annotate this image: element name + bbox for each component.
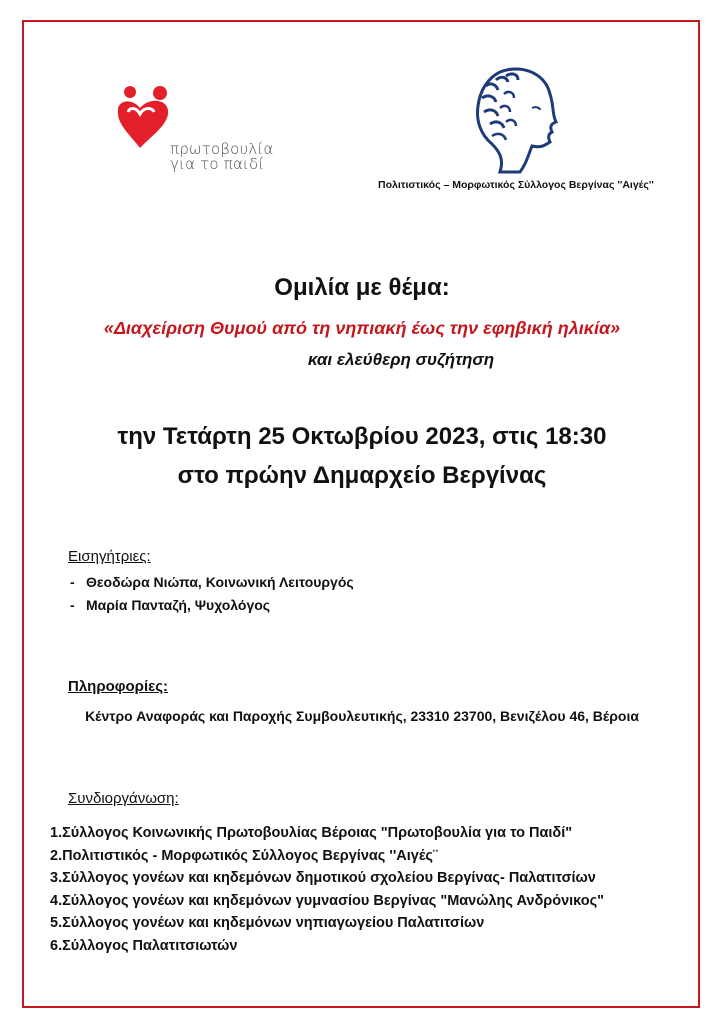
protovoulia-logo-text	[170, 142, 274, 172]
aiges-caption: Πολιτιστικός – Μορφωτικός Σύλλογος Βεργίνας ''Αιγές''	[378, 179, 654, 191]
speakers-heading: Εισηγήτριες:	[68, 548, 151, 565]
event-subtitle: «Διαχείριση Θυμού από τη νηπιακή έως την εφηβική ηλικία»	[103, 318, 621, 338]
protovoulia-logo	[110, 82, 290, 182]
list-item: 1.Σύλλογος Κοινωνικής Πρωτοβουλίας Βέροιας "Πρωτοβουλία για το Παιδί"	[50, 825, 573, 841]
info-text: Κέντρο Αναφοράς και Παροχής Συμβουλευτικής, 23310 23700, Βενιζέλου 46, Βέροια	[85, 708, 639, 724]
logo-line-2: για το παιδί	[170, 155, 265, 173]
list-item: 3.Σύλλογος γονέων και κηδεμόνων δημοτικού σχολείου Βεργίνας- Παλατιτσίων	[50, 870, 596, 886]
event-location: στο πρώην Δημαρχείο Βεργίνας	[177, 462, 547, 489]
speaker-name: Θεοδώρα Νιώπα, Κοινωνική Λειτουργός	[86, 574, 354, 590]
list-item: 6.Σύλλογος Παλατιτσιωτών	[50, 937, 238, 954]
list-item: 5.Σύλλογος γονέων και κηδεμόνων νηπιαγωγείου Παλατιτσίων	[50, 915, 485, 931]
logo-line-1: πρωτοβουλία	[170, 140, 274, 158]
co-organization-heading: Συνδιοργάνωση:	[68, 790, 179, 807]
list-item: 2.Πολιτιστικός - Μορφωτικός Σύλλογος Βεργίνας ''Αιγές¨	[50, 847, 438, 864]
info-heading: Πληροφορίες:	[68, 678, 169, 695]
speaker-name: Μαρία Πανταζή, Ψυχολόγος	[86, 597, 271, 613]
speaker-item: - Θεοδώρα Νιώπα, Κοινωνική Λειτουργός	[70, 574, 354, 590]
speaker-item: - Μαρία Πανταζή, Ψυχολόγος	[70, 597, 271, 613]
event-title: Ομιλία με θέμα:	[274, 274, 450, 301]
event-date-time: την Τετάρτη 25 Οκτωβρίου 2023, στις 18:30	[117, 423, 607, 450]
event-discussion: και ελεύθερη συζήτηση	[307, 350, 495, 369]
co-organization-list	[50, 822, 604, 957]
list-item: 4.Σύλλογος γονέων και κηδεμόνων γυμνασίου Βεργίνας "Μανώλης Ανδρόνικος"	[50, 892, 605, 909]
aiges-logo	[470, 64, 560, 174]
head-profile-icon	[470, 64, 560, 174]
